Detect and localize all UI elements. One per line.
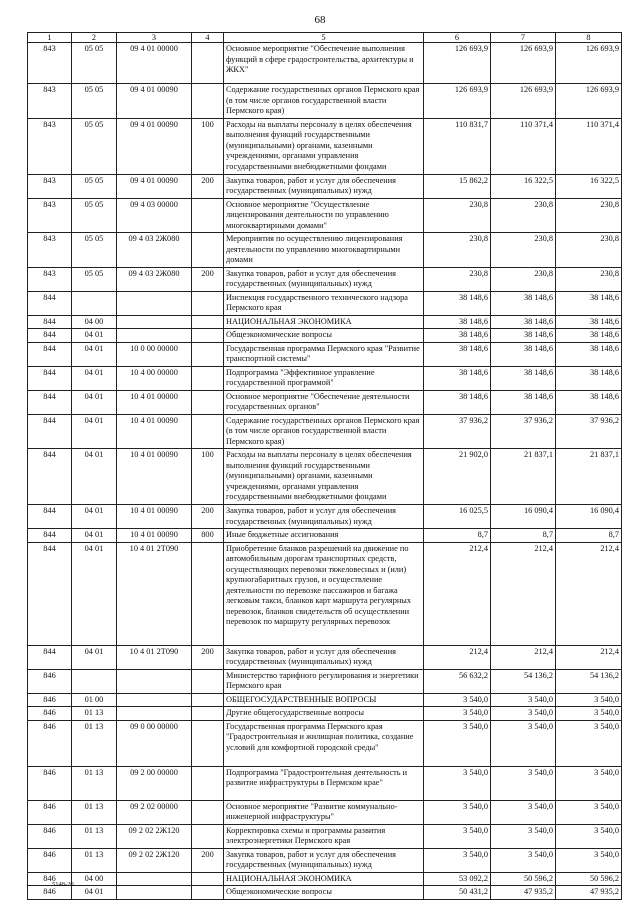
cell-amount-year1: 110 831,7: [424, 118, 491, 174]
cell-amount-year3: 230,8: [556, 267, 622, 291]
cell-section-code: 04 01: [72, 390, 117, 414]
cell-amount-year3: 50 596,2: [556, 872, 622, 886]
cell-expense-type: [192, 84, 224, 119]
cell-amount-year2: 38 148,6: [491, 315, 556, 329]
table-row: [28, 720, 622, 766]
cell-section-code: 05 05: [72, 198, 117, 233]
cell-name: Содержание государственных органов Пермского края (в том числе органов государственной власти Пермского края): [224, 84, 424, 119]
table-row: [28, 390, 622, 414]
cell-amount-year3: 3 540,0: [556, 800, 622, 824]
footer-code: 5148-20: [52, 881, 74, 888]
cell-name: Расходы на выплаты персоналу в целях обеспечения выполнения функций государственными (муниципальными) органами, казенными учреждениями, органами управления государственными внебюджетными фондами: [224, 118, 424, 174]
cell-admin-code: 844: [28, 542, 72, 645]
cell-section-code: 04 01: [72, 342, 117, 366]
cell-target-article: [117, 707, 192, 721]
cell-amount-year3: 126 693,9: [556, 84, 622, 119]
cell-section-code: 01 13: [72, 720, 117, 766]
cell-amount-year2: 47 935,2: [491, 886, 556, 900]
cell-admin-code: 846: [28, 848, 72, 872]
cell-admin-code: 843: [28, 118, 72, 174]
header-col-2: 2: [72, 33, 117, 43]
cell-amount-year2: 230,8: [491, 198, 556, 233]
cell-name: Другие общегосударственные вопросы: [224, 707, 424, 721]
cell-section-code: 05 05: [72, 174, 117, 198]
cell-target-article: [117, 315, 192, 329]
cell-target-article: 10 4 01 00000: [117, 390, 192, 414]
cell-amount-year1: 53 092,2: [424, 872, 491, 886]
cell-amount-year2: 3 540,0: [491, 720, 556, 766]
cell-target-article: 10 4 00 00000: [117, 366, 192, 390]
cell-amount-year2: 16 090,4: [491, 505, 556, 529]
cell-name: Закупка товаров, работ и услуг для обеспечения государственных (муниципальных) нужд: [224, 267, 424, 291]
cell-admin-code: 846: [28, 707, 72, 721]
cell-admin-code: 844: [28, 342, 72, 366]
cell-amount-year1: 3 540,0: [424, 848, 491, 872]
cell-name: Общеэкономические вопросы: [224, 329, 424, 343]
cell-section-code: 04 01: [72, 366, 117, 390]
cell-name: Закупка товаров, работ и услуг для обеспечения государственных (муниципальных) нужд: [224, 505, 424, 529]
cell-amount-year3: 3 540,0: [556, 720, 622, 766]
cell-expense-type: [192, 669, 224, 693]
cell-name: НАЦИОНАЛЬНАЯ ЭКОНОМИКА: [224, 872, 424, 886]
table-row: [28, 329, 622, 343]
cell-amount-year2: 3 540,0: [491, 824, 556, 848]
cell-section-code: 04 00: [72, 315, 117, 329]
cell-section-code: 05 05: [72, 84, 117, 119]
cell-section-code: 04 01: [72, 529, 117, 543]
table-row: [28, 174, 622, 198]
table-row: [28, 824, 622, 848]
cell-amount-year1: 50 431,2: [424, 886, 491, 900]
cell-target-article: 09 4 01 00000: [117, 43, 192, 84]
cell-amount-year1: 3 540,0: [424, 693, 491, 707]
cell-amount-year1: 38 148,6: [424, 315, 491, 329]
cell-amount-year1: 56 632,2: [424, 669, 491, 693]
header-col-6: 6: [424, 33, 491, 43]
cell-name: НАЦИОНАЛЬНАЯ ЭКОНОМИКА: [224, 315, 424, 329]
table-row: [28, 267, 622, 291]
cell-section-code: 05 05: [72, 267, 117, 291]
cell-name: Основное мероприятие "Обеспечение выполнения функций в сфере градостроительства, архитектуры и ЖКХ": [224, 43, 424, 84]
budget-table: [27, 32, 622, 900]
cell-expense-type: [192, 329, 224, 343]
cell-amount-year1: 3 540,0: [424, 720, 491, 766]
cell-name: Государственная программа Пермского края "Развитие транспортной системы": [224, 342, 424, 366]
cell-amount-year1: 126 693,9: [424, 43, 491, 84]
cell-admin-code: 846: [28, 800, 72, 824]
cell-section-code: 04 01: [72, 886, 117, 900]
cell-amount-year2: 50 596,2: [491, 872, 556, 886]
cell-target-article: 10 0 00 00000: [117, 342, 192, 366]
cell-amount-year2: 3 540,0: [491, 693, 556, 707]
cell-target-article: 09 2 02 2Ж120: [117, 824, 192, 848]
cell-expense-type: [192, 707, 224, 721]
cell-amount-year2: 38 148,6: [491, 329, 556, 343]
cell-target-article: 09 2 00 00000: [117, 766, 192, 800]
table-row: [28, 645, 622, 669]
cell-expense-type: [192, 886, 224, 900]
cell-admin-code: 846: [28, 872, 72, 886]
cell-target-article: 10 4 01 00090: [117, 505, 192, 529]
table-row: [28, 693, 622, 707]
cell-admin-code: 844: [28, 449, 72, 505]
table-row: [28, 449, 622, 505]
cell-expense-type: 100: [192, 118, 224, 174]
cell-name: Министерство тарифного регулирования и энергетики Пермского края: [224, 669, 424, 693]
cell-target-article: 10 4 01 00090: [117, 449, 192, 505]
cell-target-article: 09 4 03 2Ж080: [117, 267, 192, 291]
cell-amount-year1: 38 148,6: [424, 329, 491, 343]
cell-admin-code: 844: [28, 505, 72, 529]
cell-amount-year1: 230,8: [424, 233, 491, 268]
cell-name: Подпрограмма "Градостроительная деятельность и развитие инфраструктуры в Пермском крае": [224, 766, 424, 800]
cell-amount-year3: 38 148,6: [556, 390, 622, 414]
cell-expense-type: [192, 414, 224, 449]
cell-admin-code: 843: [28, 84, 72, 119]
cell-amount-year2: 212,4: [491, 542, 556, 645]
cell-admin-code: 844: [28, 645, 72, 669]
cell-amount-year3: 230,8: [556, 233, 622, 268]
table-body: [28, 43, 622, 900]
header-col-1: 1: [28, 33, 72, 43]
cell-amount-year3: 38 148,6: [556, 342, 622, 366]
cell-section-code: 04 00: [72, 872, 117, 886]
cell-expense-type: [192, 390, 224, 414]
cell-target-article: [117, 329, 192, 343]
cell-expense-type: 200: [192, 505, 224, 529]
cell-amount-year3: 47 935,2: [556, 886, 622, 900]
cell-target-article: 10 4 01 00090: [117, 529, 192, 543]
cell-section-code: 04 01: [72, 542, 117, 645]
cell-target-article: 09 2 02 00000: [117, 800, 192, 824]
cell-amount-year1: 37 936,2: [424, 414, 491, 449]
cell-amount-year1: 16 025,5: [424, 505, 491, 529]
cell-admin-code: 846: [28, 824, 72, 848]
cell-section-code: 01 00: [72, 693, 117, 707]
cell-amount-year1: 230,8: [424, 198, 491, 233]
cell-amount-year1: 3 540,0: [424, 766, 491, 800]
cell-admin-code: 844: [28, 414, 72, 449]
cell-amount-year3: 8,7: [556, 529, 622, 543]
cell-expense-type: [192, 824, 224, 848]
cell-section-code: 01 13: [72, 766, 117, 800]
cell-target-article: 09 4 01 00090: [117, 174, 192, 198]
cell-expense-type: [192, 872, 224, 886]
cell-admin-code: 846: [28, 669, 72, 693]
table-row: [28, 707, 622, 721]
table-row: [28, 529, 622, 543]
cell-name: Закупка товаров, работ и услуг для обеспечения государственных (муниципальных) нужд: [224, 848, 424, 872]
cell-amount-year3: 21 837,1: [556, 449, 622, 505]
cell-expense-type: [192, 693, 224, 707]
cell-section-code: 01 13: [72, 824, 117, 848]
cell-amount-year1: 3 540,0: [424, 800, 491, 824]
table-row: [28, 315, 622, 329]
cell-amount-year1: 230,8: [424, 267, 491, 291]
cell-amount-year1: 8,7: [424, 529, 491, 543]
cell-admin-code: 843: [28, 233, 72, 268]
header-col-8: 8: [556, 33, 622, 43]
cell-amount-year2: 38 148,6: [491, 342, 556, 366]
cell-expense-type: 200: [192, 267, 224, 291]
cell-target-article: 09 4 01 00090: [117, 84, 192, 119]
cell-amount-year2: 54 136,2: [491, 669, 556, 693]
cell-amount-year1: 212,4: [424, 542, 491, 645]
cell-target-article: [117, 872, 192, 886]
cell-amount-year3: 37 936,2: [556, 414, 622, 449]
cell-amount-year2: 38 148,6: [491, 390, 556, 414]
cell-amount-year3: 16 090,4: [556, 505, 622, 529]
cell-section-code: 01 13: [72, 800, 117, 824]
table-row: [28, 366, 622, 390]
cell-amount-year2: 212,4: [491, 645, 556, 669]
cell-admin-code: 844: [28, 529, 72, 543]
cell-amount-year3: 110 371,4: [556, 118, 622, 174]
cell-amount-year3: 3 540,0: [556, 824, 622, 848]
table-row: [28, 84, 622, 119]
header-col-7: 7: [491, 33, 556, 43]
cell-admin-code: 846: [28, 720, 72, 766]
cell-name: Основное мероприятие "Развитие коммунально-инженерной инфраструктуры": [224, 800, 424, 824]
cell-name: Расходы на выплаты персоналу в целях обеспечения выполнения функций государственными (муниципальными) органами, казенными учреждениями, органами управления государственными внебюджетными фондами: [224, 449, 424, 505]
cell-section-code: 05 05: [72, 233, 117, 268]
cell-expense-type: [192, 766, 224, 800]
cell-section-code: 04 01: [72, 505, 117, 529]
cell-amount-year1: 38 148,6: [424, 342, 491, 366]
header-row: [28, 33, 622, 43]
cell-target-article: 10 4 01 2Т090: [117, 645, 192, 669]
cell-amount-year1: 15 862,2: [424, 174, 491, 198]
cell-name: Приобретение бланков разрешений на движение по автомобильным дорогам транспортных средств, осуществляющих перевозки тяжеловесных и (или) крупногабаритных грузов, и осуществление деятельности по перевозке пассажиров и багажа легковым такси, бланков карт маршрута регулярных перевозок, бланков свидетельств об осуществлении перевозок по маршруту регулярных перевозок: [224, 542, 424, 645]
cell-name: Основное мероприятие "Обеспечение деятельности государственных органов": [224, 390, 424, 414]
cell-name: Инспекция государственного технического надзора Пермского края: [224, 291, 424, 315]
table-row: [28, 43, 622, 84]
cell-section-code: 01 13: [72, 848, 117, 872]
table-row: [28, 198, 622, 233]
table-row: [28, 848, 622, 872]
cell-expense-type: [192, 315, 224, 329]
cell-amount-year2: 21 837,1: [491, 449, 556, 505]
page-number: 68: [314, 14, 326, 26]
cell-expense-type: 200: [192, 645, 224, 669]
cell-name: Основное мероприятие "Осуществление лицензирования деятельности по управлению многоквартирными домами": [224, 198, 424, 233]
cell-admin-code: 843: [28, 174, 72, 198]
cell-name: Закупка товаров, работ и услуг для обеспечения государственных (муниципальных) нужд: [224, 645, 424, 669]
cell-amount-year3: 3 540,0: [556, 707, 622, 721]
cell-name: Государственная программа Пермского края "Градостроительная и жилищная политика, создание условий для комфортной городской среды": [224, 720, 424, 766]
cell-amount-year2: 38 148,6: [491, 291, 556, 315]
cell-amount-year2: 126 693,9: [491, 84, 556, 119]
cell-target-article: 09 4 03 2Ж080: [117, 233, 192, 268]
cell-amount-year1: 3 540,0: [424, 824, 491, 848]
header-col-3: 3: [117, 33, 192, 43]
cell-target-article: 09 4 01 00090: [117, 118, 192, 174]
cell-amount-year1: 38 148,6: [424, 291, 491, 315]
header-col-4: 4: [192, 33, 224, 43]
cell-section-code: 05 05: [72, 43, 117, 84]
table-row: [28, 342, 622, 366]
cell-amount-year2: 38 148,6: [491, 366, 556, 390]
cell-amount-year2: 110 371,4: [491, 118, 556, 174]
table-row: [28, 291, 622, 315]
cell-amount-year3: 126 693,9: [556, 43, 622, 84]
cell-name: Закупка товаров, работ и услуг для обеспечения государственных (муниципальных) нужд: [224, 174, 424, 198]
cell-expense-type: 800: [192, 529, 224, 543]
cell-expense-type: [192, 720, 224, 766]
cell-section-code: 04 01: [72, 329, 117, 343]
cell-amount-year2: 3 540,0: [491, 848, 556, 872]
cell-amount-year1: 212,4: [424, 645, 491, 669]
cell-name: Иные бюджетные ассигнования: [224, 529, 424, 543]
cell-amount-year2: 230,8: [491, 233, 556, 268]
cell-amount-year2: 16 322,5: [491, 174, 556, 198]
table-row: [28, 118, 622, 174]
cell-amount-year2: 37 936,2: [491, 414, 556, 449]
cell-amount-year1: 3 540,0: [424, 707, 491, 721]
cell-amount-year3: 3 540,0: [556, 693, 622, 707]
cell-amount-year2: 3 540,0: [491, 766, 556, 800]
cell-expense-type: [192, 291, 224, 315]
table-row: [28, 542, 622, 645]
cell-section-code: 04 01: [72, 645, 117, 669]
cell-target-article: [117, 291, 192, 315]
cell-section-code: 01 13: [72, 707, 117, 721]
cell-expense-type: [192, 342, 224, 366]
cell-amount-year1: 21 902,0: [424, 449, 491, 505]
cell-amount-year1: 126 693,9: [424, 84, 491, 119]
cell-admin-code: 843: [28, 267, 72, 291]
cell-amount-year2: 126 693,9: [491, 43, 556, 84]
cell-admin-code: 844: [28, 329, 72, 343]
cell-amount-year3: 38 148,6: [556, 291, 622, 315]
cell-admin-code: 846: [28, 766, 72, 800]
cell-amount-year3: 54 136,2: [556, 669, 622, 693]
cell-expense-type: [192, 43, 224, 84]
table-row: [28, 414, 622, 449]
cell-amount-year3: 3 540,0: [556, 766, 622, 800]
cell-expense-type: [192, 198, 224, 233]
cell-target-article: 09 0 00 00000: [117, 720, 192, 766]
table-row: [28, 766, 622, 800]
header-col-5: 5: [224, 33, 424, 43]
table-row: [28, 669, 622, 693]
table-row: [28, 505, 622, 529]
table-row: [28, 872, 622, 886]
cell-expense-type: 100: [192, 449, 224, 505]
cell-expense-type: 200: [192, 174, 224, 198]
cell-amount-year2: 230,8: [491, 267, 556, 291]
cell-target-article: [117, 669, 192, 693]
cell-section-code: [72, 291, 117, 315]
cell-amount-year3: 212,4: [556, 645, 622, 669]
cell-amount-year3: 38 148,6: [556, 366, 622, 390]
cell-name: Содержание государственных органов Пермского края (в том числе органов государственной власти Пермского края): [224, 414, 424, 449]
cell-expense-type: [192, 366, 224, 390]
cell-admin-code: 844: [28, 366, 72, 390]
cell-amount-year3: 38 148,6: [556, 329, 622, 343]
cell-admin-code: 844: [28, 315, 72, 329]
cell-admin-code: 846: [28, 886, 72, 900]
table-row: [28, 800, 622, 824]
cell-expense-type: [192, 233, 224, 268]
cell-amount-year1: 38 148,6: [424, 366, 491, 390]
table-row: [28, 233, 622, 268]
cell-target-article: 10 4 01 00090: [117, 414, 192, 449]
cell-admin-code: 844: [28, 291, 72, 315]
cell-name: Мероприятия по осуществлению лицензирования деятельности по управлению многоквартирными домами: [224, 233, 424, 268]
cell-amount-year3: 230,8: [556, 198, 622, 233]
cell-admin-code: 846: [28, 693, 72, 707]
cell-name: ОБЩЕГОСУДАРСТВЕННЫЕ ВОПРОСЫ: [224, 693, 424, 707]
cell-target-article: 10 4 01 2Т090: [117, 542, 192, 645]
cell-expense-type: [192, 800, 224, 824]
cell-expense-type: 200: [192, 848, 224, 872]
cell-amount-year2: 8,7: [491, 529, 556, 543]
cell-amount-year3: 38 148,6: [556, 315, 622, 329]
cell-name: Корректировка схемы и программы развития электроэнергетики Пермского края: [224, 824, 424, 848]
cell-amount-year2: 3 540,0: [491, 707, 556, 721]
cell-target-article: [117, 886, 192, 900]
cell-section-code: [72, 669, 117, 693]
cell-name: Общеэкономические вопросы: [224, 886, 424, 900]
cell-amount-year3: 3 540,0: [556, 848, 622, 872]
cell-amount-year1: 38 148,6: [424, 390, 491, 414]
cell-admin-code: 843: [28, 198, 72, 233]
cell-section-code: 05 05: [72, 118, 117, 174]
cell-section-code: 04 01: [72, 449, 117, 505]
cell-target-article: [117, 693, 192, 707]
cell-section-code: 04 01: [72, 414, 117, 449]
cell-admin-code: 843: [28, 43, 72, 84]
cell-amount-year3: 16 322,5: [556, 174, 622, 198]
cell-amount-year3: 212,4: [556, 542, 622, 645]
cell-target-article: 09 2 02 2Ж120: [117, 848, 192, 872]
cell-name: Подпрограмма "Эффективное управление государственной программой": [224, 366, 424, 390]
table-row: [28, 886, 622, 900]
cell-amount-year2: 3 540,0: [491, 800, 556, 824]
cell-expense-type: [192, 542, 224, 645]
cell-target-article: 09 4 03 00000: [117, 198, 192, 233]
cell-admin-code: 844: [28, 390, 72, 414]
